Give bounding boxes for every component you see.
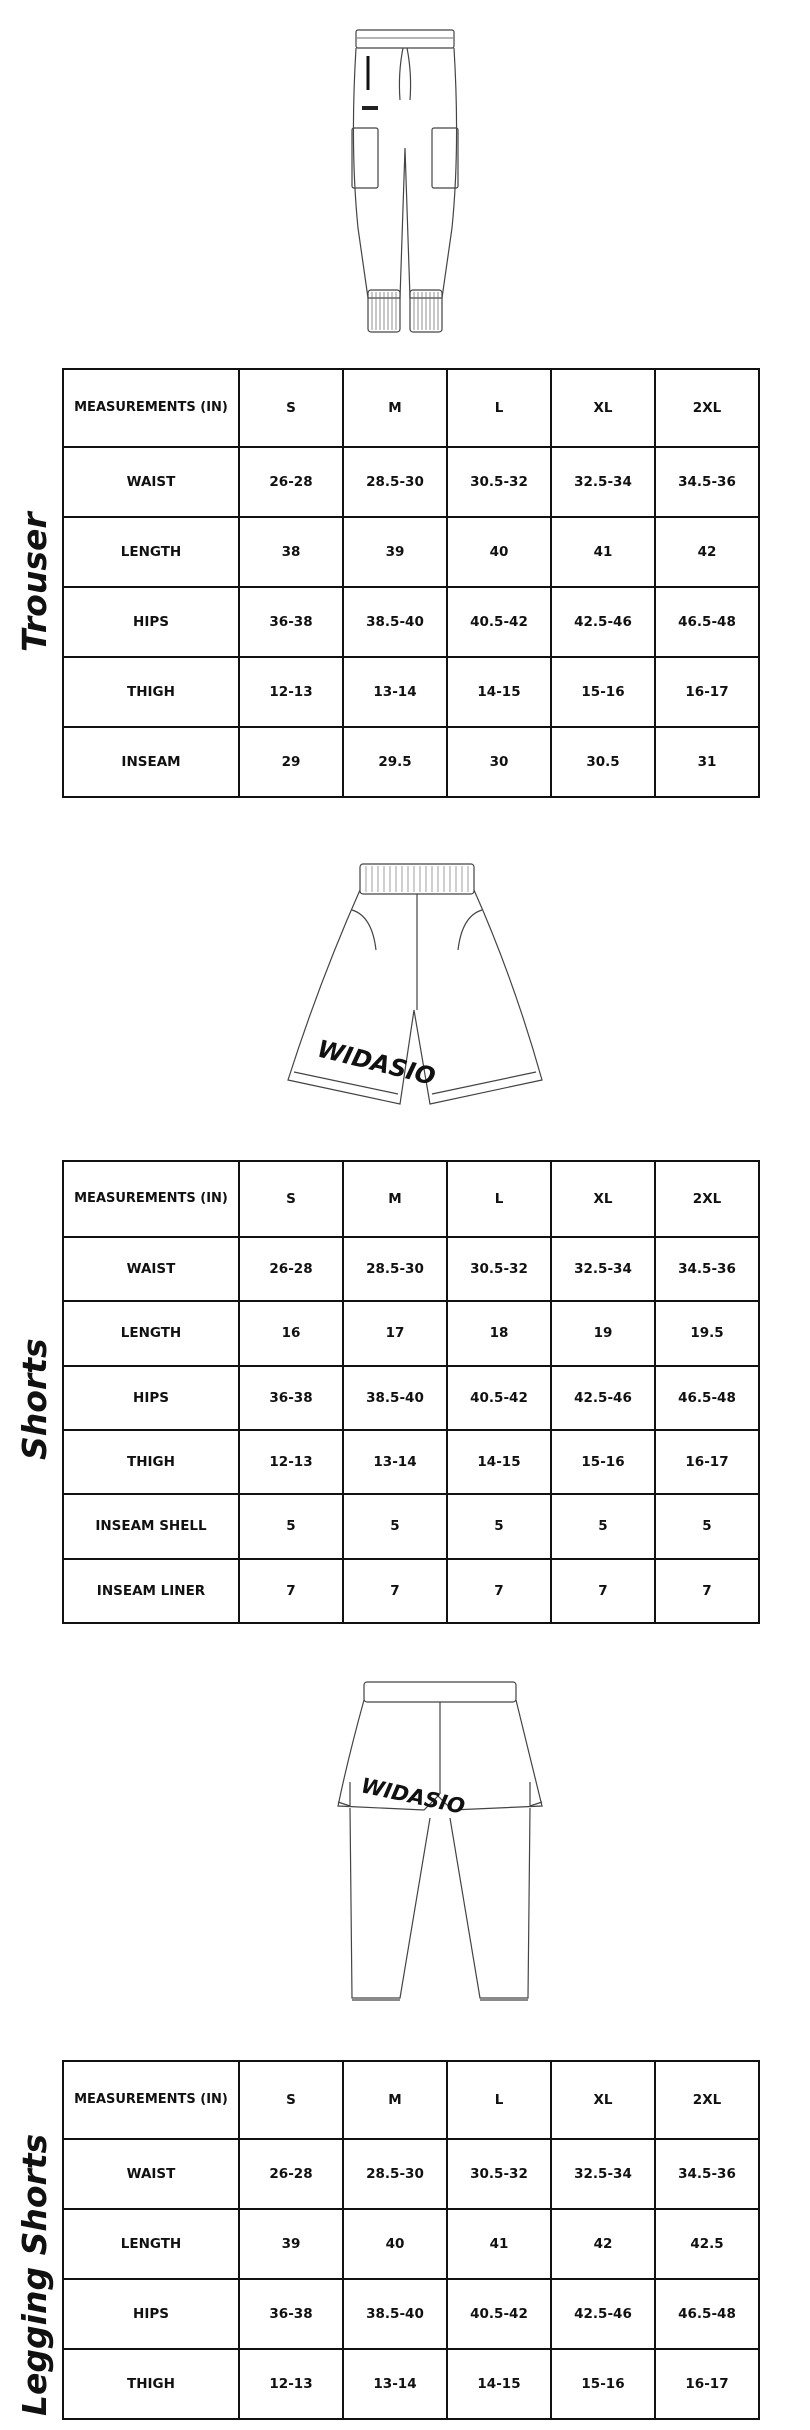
table-cell: 38.5-40	[343, 2279, 447, 2349]
table-cell: 7	[343, 1559, 447, 1623]
table-cell: 5	[551, 1494, 655, 1558]
row-label: WAIST	[63, 447, 239, 517]
table-cell: 42.5-46	[551, 1366, 655, 1430]
table-row	[63, 447, 759, 517]
table-cell: 7	[239, 1559, 343, 1623]
table-cell: 18	[447, 1301, 551, 1365]
table-cell: 12-13	[239, 657, 343, 727]
row-label: LENGTH	[63, 2209, 239, 2279]
row-label: INSEAM LINER	[63, 1559, 239, 1623]
row-label: HIPS	[63, 587, 239, 657]
size-header: L	[447, 369, 551, 447]
table-cell: 42.5-46	[551, 2279, 655, 2349]
shorts-size-table	[62, 1160, 760, 1624]
row-label: LENGTH	[63, 517, 239, 587]
table-cell: 39	[239, 2209, 343, 2279]
trouser-section	[0, 0, 810, 800]
row-label: INSEAM SHELL	[63, 1494, 239, 1558]
row-label: WAIST	[63, 1237, 239, 1301]
table-cell: 42	[655, 517, 759, 587]
row-label: HIPS	[63, 1366, 239, 1430]
table-header-row	[63, 369, 759, 447]
table-cell: 19.5	[655, 1301, 759, 1365]
size-header: 2XL	[655, 1161, 759, 1237]
table-cell: 32.5-34	[551, 1237, 655, 1301]
legging-shorts-size-table	[62, 2060, 760, 2420]
table-cell: 36-38	[239, 587, 343, 657]
shorts-title: Shorts	[15, 1338, 54, 1460]
table-cell: 13-14	[343, 1430, 447, 1494]
measurements-header: MEASUREMENTS (IN)	[63, 2061, 239, 2139]
table-cell: 16	[239, 1301, 343, 1365]
size-header: XL	[551, 369, 655, 447]
table-cell: 46.5-48	[655, 2279, 759, 2349]
table-row	[63, 587, 759, 657]
size-header: M	[343, 2061, 447, 2139]
table-cell: 19	[551, 1301, 655, 1365]
table-cell: 16-17	[655, 1430, 759, 1494]
table-row	[63, 657, 759, 727]
table-cell: 14-15	[447, 657, 551, 727]
legging-shorts-logo: WIDASIO	[358, 1773, 468, 1819]
table-cell: 30.5-32	[447, 1237, 551, 1301]
table-cell: 7	[447, 1559, 551, 1623]
legging-shorts-illustration	[334, 1678, 546, 2012]
row-label: HIPS	[63, 2279, 239, 2349]
row-label: LENGTH	[63, 1301, 239, 1365]
table-row	[63, 1430, 759, 1494]
table-row	[63, 2279, 759, 2349]
size-header: 2XL	[655, 369, 759, 447]
table-cell: 26-28	[239, 1237, 343, 1301]
table-cell: 28.5-30	[343, 2139, 447, 2209]
table-cell: 38	[239, 517, 343, 587]
table-cell: 34.5-36	[655, 1237, 759, 1301]
table-cell: 7	[551, 1559, 655, 1623]
table-cell: 5	[343, 1494, 447, 1558]
table-cell: 15-16	[551, 2349, 655, 2419]
table-cell: 40	[447, 517, 551, 587]
table-cell: 14-15	[447, 2349, 551, 2419]
legging-shorts-title: Legging Shorts	[15, 2133, 54, 2416]
table-cell: 28.5-30	[343, 447, 447, 517]
table-cell: 5	[655, 1494, 759, 1558]
size-header: L	[447, 1161, 551, 1237]
table-row	[63, 2139, 759, 2209]
table-cell: 39	[343, 517, 447, 587]
size-header: S	[239, 2061, 343, 2139]
legging-shorts-drawing	[334, 1678, 546, 2012]
table-header-row	[63, 1161, 759, 1237]
trouser-title: Trouser	[15, 512, 54, 652]
table-cell: 38.5-40	[343, 587, 447, 657]
table-header-row	[63, 2061, 759, 2139]
table-cell: 5	[447, 1494, 551, 1558]
size-header: XL	[551, 2061, 655, 2139]
table-cell: 29	[239, 727, 343, 797]
table-row	[63, 1237, 759, 1301]
size-header: L	[447, 2061, 551, 2139]
table-row	[63, 2349, 759, 2419]
table-cell: 34.5-36	[655, 2139, 759, 2209]
table-cell: 5	[239, 1494, 343, 1558]
table-cell: 40.5-42	[447, 2279, 551, 2349]
table-cell: 16-17	[655, 2349, 759, 2419]
table-cell: 14-15	[447, 1430, 551, 1494]
table-cell: 41	[447, 2209, 551, 2279]
trouser-illustration	[348, 28, 462, 338]
table-cell: 41	[551, 517, 655, 587]
measurements-header: MEASUREMENTS (IN)	[63, 369, 239, 447]
table-cell: 34.5-36	[655, 447, 759, 517]
table-cell: 32.5-34	[551, 447, 655, 517]
trouser-drawing	[348, 28, 462, 338]
table-cell: 17	[343, 1301, 447, 1365]
table-cell: 40.5-42	[447, 1366, 551, 1430]
measurements-header: MEASUREMENTS (IN)	[63, 1161, 239, 1237]
table-cell: 30.5-32	[447, 2139, 551, 2209]
table-cell: 15-16	[551, 1430, 655, 1494]
table-cell: 28.5-30	[343, 1237, 447, 1301]
table-row	[63, 2209, 759, 2279]
trouser-size-table	[62, 368, 760, 798]
table-row	[63, 1301, 759, 1365]
table-cell: 36-38	[239, 2279, 343, 2349]
size-header: M	[343, 1161, 447, 1237]
size-header: S	[239, 1161, 343, 1237]
table-cell: 30	[447, 727, 551, 797]
table-cell: 12-13	[239, 2349, 343, 2419]
table-cell: 38.5-40	[343, 1366, 447, 1430]
row-label: THIGH	[63, 657, 239, 727]
shorts-drawing	[280, 860, 550, 1110]
table-cell: 29.5	[343, 727, 447, 797]
table-cell: 46.5-48	[655, 587, 759, 657]
table-cell: 36-38	[239, 1366, 343, 1430]
table-cell: 13-14	[343, 657, 447, 727]
table-cell: 7	[655, 1559, 759, 1623]
table-cell: 32.5-34	[551, 2139, 655, 2209]
table-cell: 40	[343, 2209, 447, 2279]
table-cell: 31	[655, 727, 759, 797]
legging-shorts-section	[0, 1630, 810, 2430]
table-row	[63, 1494, 759, 1558]
shorts-section	[0, 800, 810, 1630]
table-cell: 30.5-32	[447, 447, 551, 517]
table-cell: 16-17	[655, 657, 759, 727]
table-row	[63, 727, 759, 797]
table-cell: 42.5	[655, 2209, 759, 2279]
table-cell: 40.5-42	[447, 587, 551, 657]
table-cell: 13-14	[343, 2349, 447, 2419]
row-label: INSEAM	[63, 727, 239, 797]
row-label: THIGH	[63, 1430, 239, 1494]
table-row	[63, 517, 759, 587]
size-header: XL	[551, 1161, 655, 1237]
table-cell: 42.5-46	[551, 587, 655, 657]
table-cell: 26-28	[239, 447, 343, 517]
table-row	[63, 1366, 759, 1430]
table-cell: 42	[551, 2209, 655, 2279]
table-row	[63, 1559, 759, 1623]
table-cell: 30.5	[551, 727, 655, 797]
table-cell: 26-28	[239, 2139, 343, 2209]
table-cell: 12-13	[239, 1430, 343, 1494]
row-label: THIGH	[63, 2349, 239, 2419]
row-label: WAIST	[63, 2139, 239, 2209]
shorts-logo: WIDASIO	[314, 1034, 439, 1091]
table-cell: 46.5-48	[655, 1366, 759, 1430]
shorts-illustration	[280, 860, 550, 1110]
size-header: S	[239, 369, 343, 447]
size-header: M	[343, 369, 447, 447]
table-cell: 15-16	[551, 657, 655, 727]
size-header: 2XL	[655, 2061, 759, 2139]
